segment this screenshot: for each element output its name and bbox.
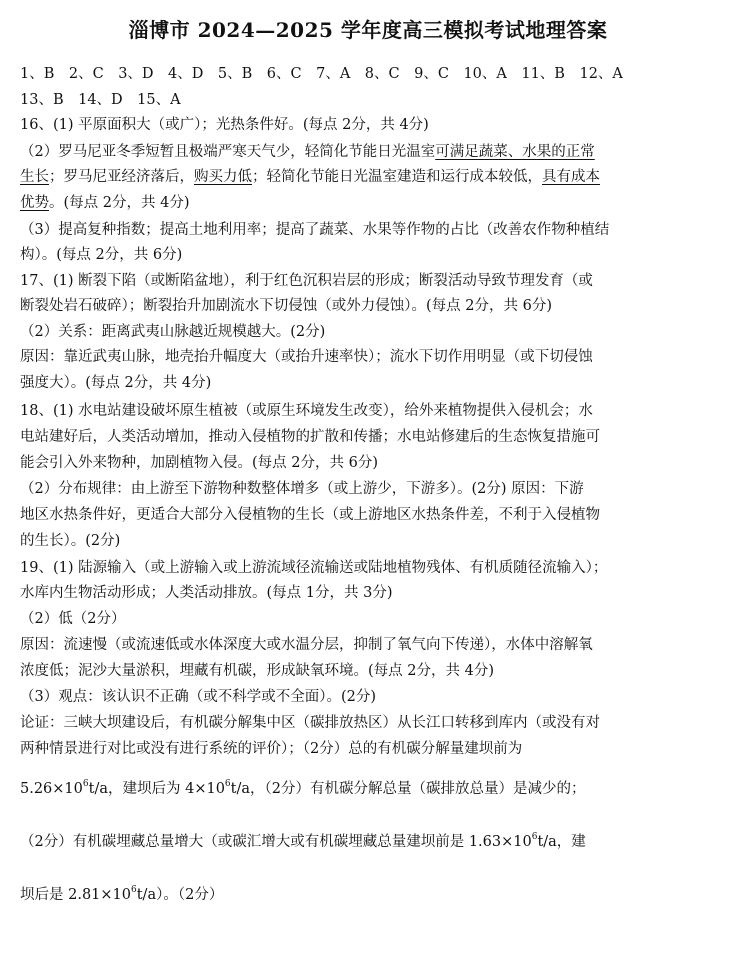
q17-part2-line1: （2）关系：距离武夷山脉越近规模越大。(2分) [20, 324, 326, 340]
text-span: t/a）。（2分） [136, 887, 224, 903]
text-span: （2分）有机碳埋藏总量增大（或碳汇增大或有机碳埋藏总量建坝前是 1.63×10 [20, 834, 532, 850]
exponent: 6 [224, 779, 231, 789]
text-span: 。(每点 2分，共 4分) [49, 195, 190, 211]
q19-part3-line2: 论证：三峡大坝建设后，有机碳分解集中区（碳排放热区）从长江口转移到库内（或没有对 [20, 715, 600, 731]
q17-part1-line1: 17、(1) 断裂下陷（或断陷盆地），利于红色沉积岩层的形成；断裂活动导致节理发育（或 [20, 273, 593, 289]
q19-part3-line3: 两种情景进行对比或没有进行系统的评价）；（2分）总的有机碳分解量建坝前为 [20, 741, 523, 757]
q16-part2-line1 [20, 140, 720, 164]
q16-part3-line2: 构）。(每点 2分，共 6分) [20, 247, 183, 263]
q16-part2-line2 [20, 165, 720, 189]
text-span: t/a，（2分）有机碳分解总量（碳排放总量）是减少的； [230, 781, 586, 797]
choice-answers-line-2: 13、B 14、D 15、A [20, 92, 181, 108]
q19-part3-line6 [20, 883, 720, 907]
q17-part1-line2: 断裂处岩石破碎）；断裂抬升加剧流水下切侵蚀（或外力侵蚀）。(每点 2分，共 6分) [20, 298, 552, 314]
underlined-key-point: 优势 [20, 195, 49, 211]
exponent: 6 [531, 832, 538, 842]
exponent: 6 [131, 885, 137, 895]
page-title: 淄博市 2024—2025 学年度高三模拟考试地理答案 [128, 18, 608, 42]
q18-part1-line1: 18、(1) 水电站建设破坏原生植被（或原生环境发生改变），给外来植物提供入侵机会；水 [20, 403, 593, 419]
q19-part2-line2: 原因：流速慢（或流速低或水体深度大或水温分层，抑制了氧气向下传递），水体中溶解氧 [20, 637, 593, 653]
q16-part2-line3 [20, 191, 720, 215]
q19-part2-line1: （2）低（2分） [20, 611, 126, 627]
q19-part3-line1: （3）观点：该认识不正确（或不科学或不全面）。(2分) [20, 689, 377, 705]
text-span: 坝后是 2.81×10 [20, 887, 131, 903]
q19-part1-line2: 水库内生物活动形成；人类活动排放。(每点 1分，共 3分) [20, 585, 393, 601]
q16-part1: 16、(1) 平原面积大（或广）；光热条件好。(每点 2分，共 4分) [20, 117, 429, 133]
q18-part1-line2: 电站建好后，人类活动增加，推动入侵植物的扩散和传播；水电站修建后的生态恢复措施可 [20, 429, 600, 445]
q18-part2-line1: （2）分布规律：由上游至下游物种数整体增多（或上游少，下游多）。(2分) 原因：下游 [20, 481, 584, 497]
text-span: ；轻简化节能日光温室建造和运行成本较低， [252, 169, 542, 185]
underlined-key-point: 购买力低 [194, 169, 252, 185]
q16-part3-line1: （3）提高复种指数；提高土地利用率；提高了蔬菜、水果等作物的占比（改善农作物种植结 [20, 222, 610, 238]
q19-part3-line5 [20, 830, 720, 854]
q19-part2-line3: 浓度低；泥沙大量淤积，埋藏有机碳，形成缺氧环境。(每点 2分，共 4分) [20, 663, 494, 679]
underlined-key-point: 可满足蔬菜、水果的正常 [435, 144, 595, 160]
q18-part1-line3: 能会引入外来物种，加剧植物入侵。(每点 2分，共 6分) [20, 455, 378, 471]
text-span: ；罗马尼亚经济落后， [49, 169, 194, 185]
text-span: 5.26×10 [20, 781, 83, 797]
text-span: t/a，建坝后为 4×10 [88, 781, 225, 797]
text-span: （2）罗马尼亚冬季短暂且极端严寒天气少，轻简化节能日光温室 [20, 144, 436, 160]
choice-answers-line-1: 1、B 2、C 3、D 4、D 5、B 6、C 7、A 8、C 9、C 10、A 11、B 12、A [20, 66, 623, 82]
q18-part2-line2: 地区水热条件好，更适合大部分入侵植物的生长（或上游地区水热条件差，不利于入侵植物 [20, 507, 600, 523]
q17-part2-line2: 原因：靠近武夷山脉，地壳抬升幅度大（或抬升速率快）；流水下切作用明显（或下切侵蚀 [20, 349, 593, 365]
q19-part3-line4 [20, 777, 720, 801]
exponent: 6 [82, 779, 89, 789]
underlined-key-point: 生长 [20, 169, 49, 185]
q17-part2-line3: 强度大）。(每点 2分，共 4分) [20, 375, 212, 391]
underlined-key-point: 具有成本 [542, 169, 600, 185]
q18-part2-line3: 的生长）。(2分) [20, 533, 121, 549]
q19-part1-line1: 19、(1) 陆源输入（或上游输入或上游流域径流输送或陆地植物残体、有机质随径流输入）； [20, 560, 608, 576]
text-span: t/a，建 [537, 834, 586, 850]
